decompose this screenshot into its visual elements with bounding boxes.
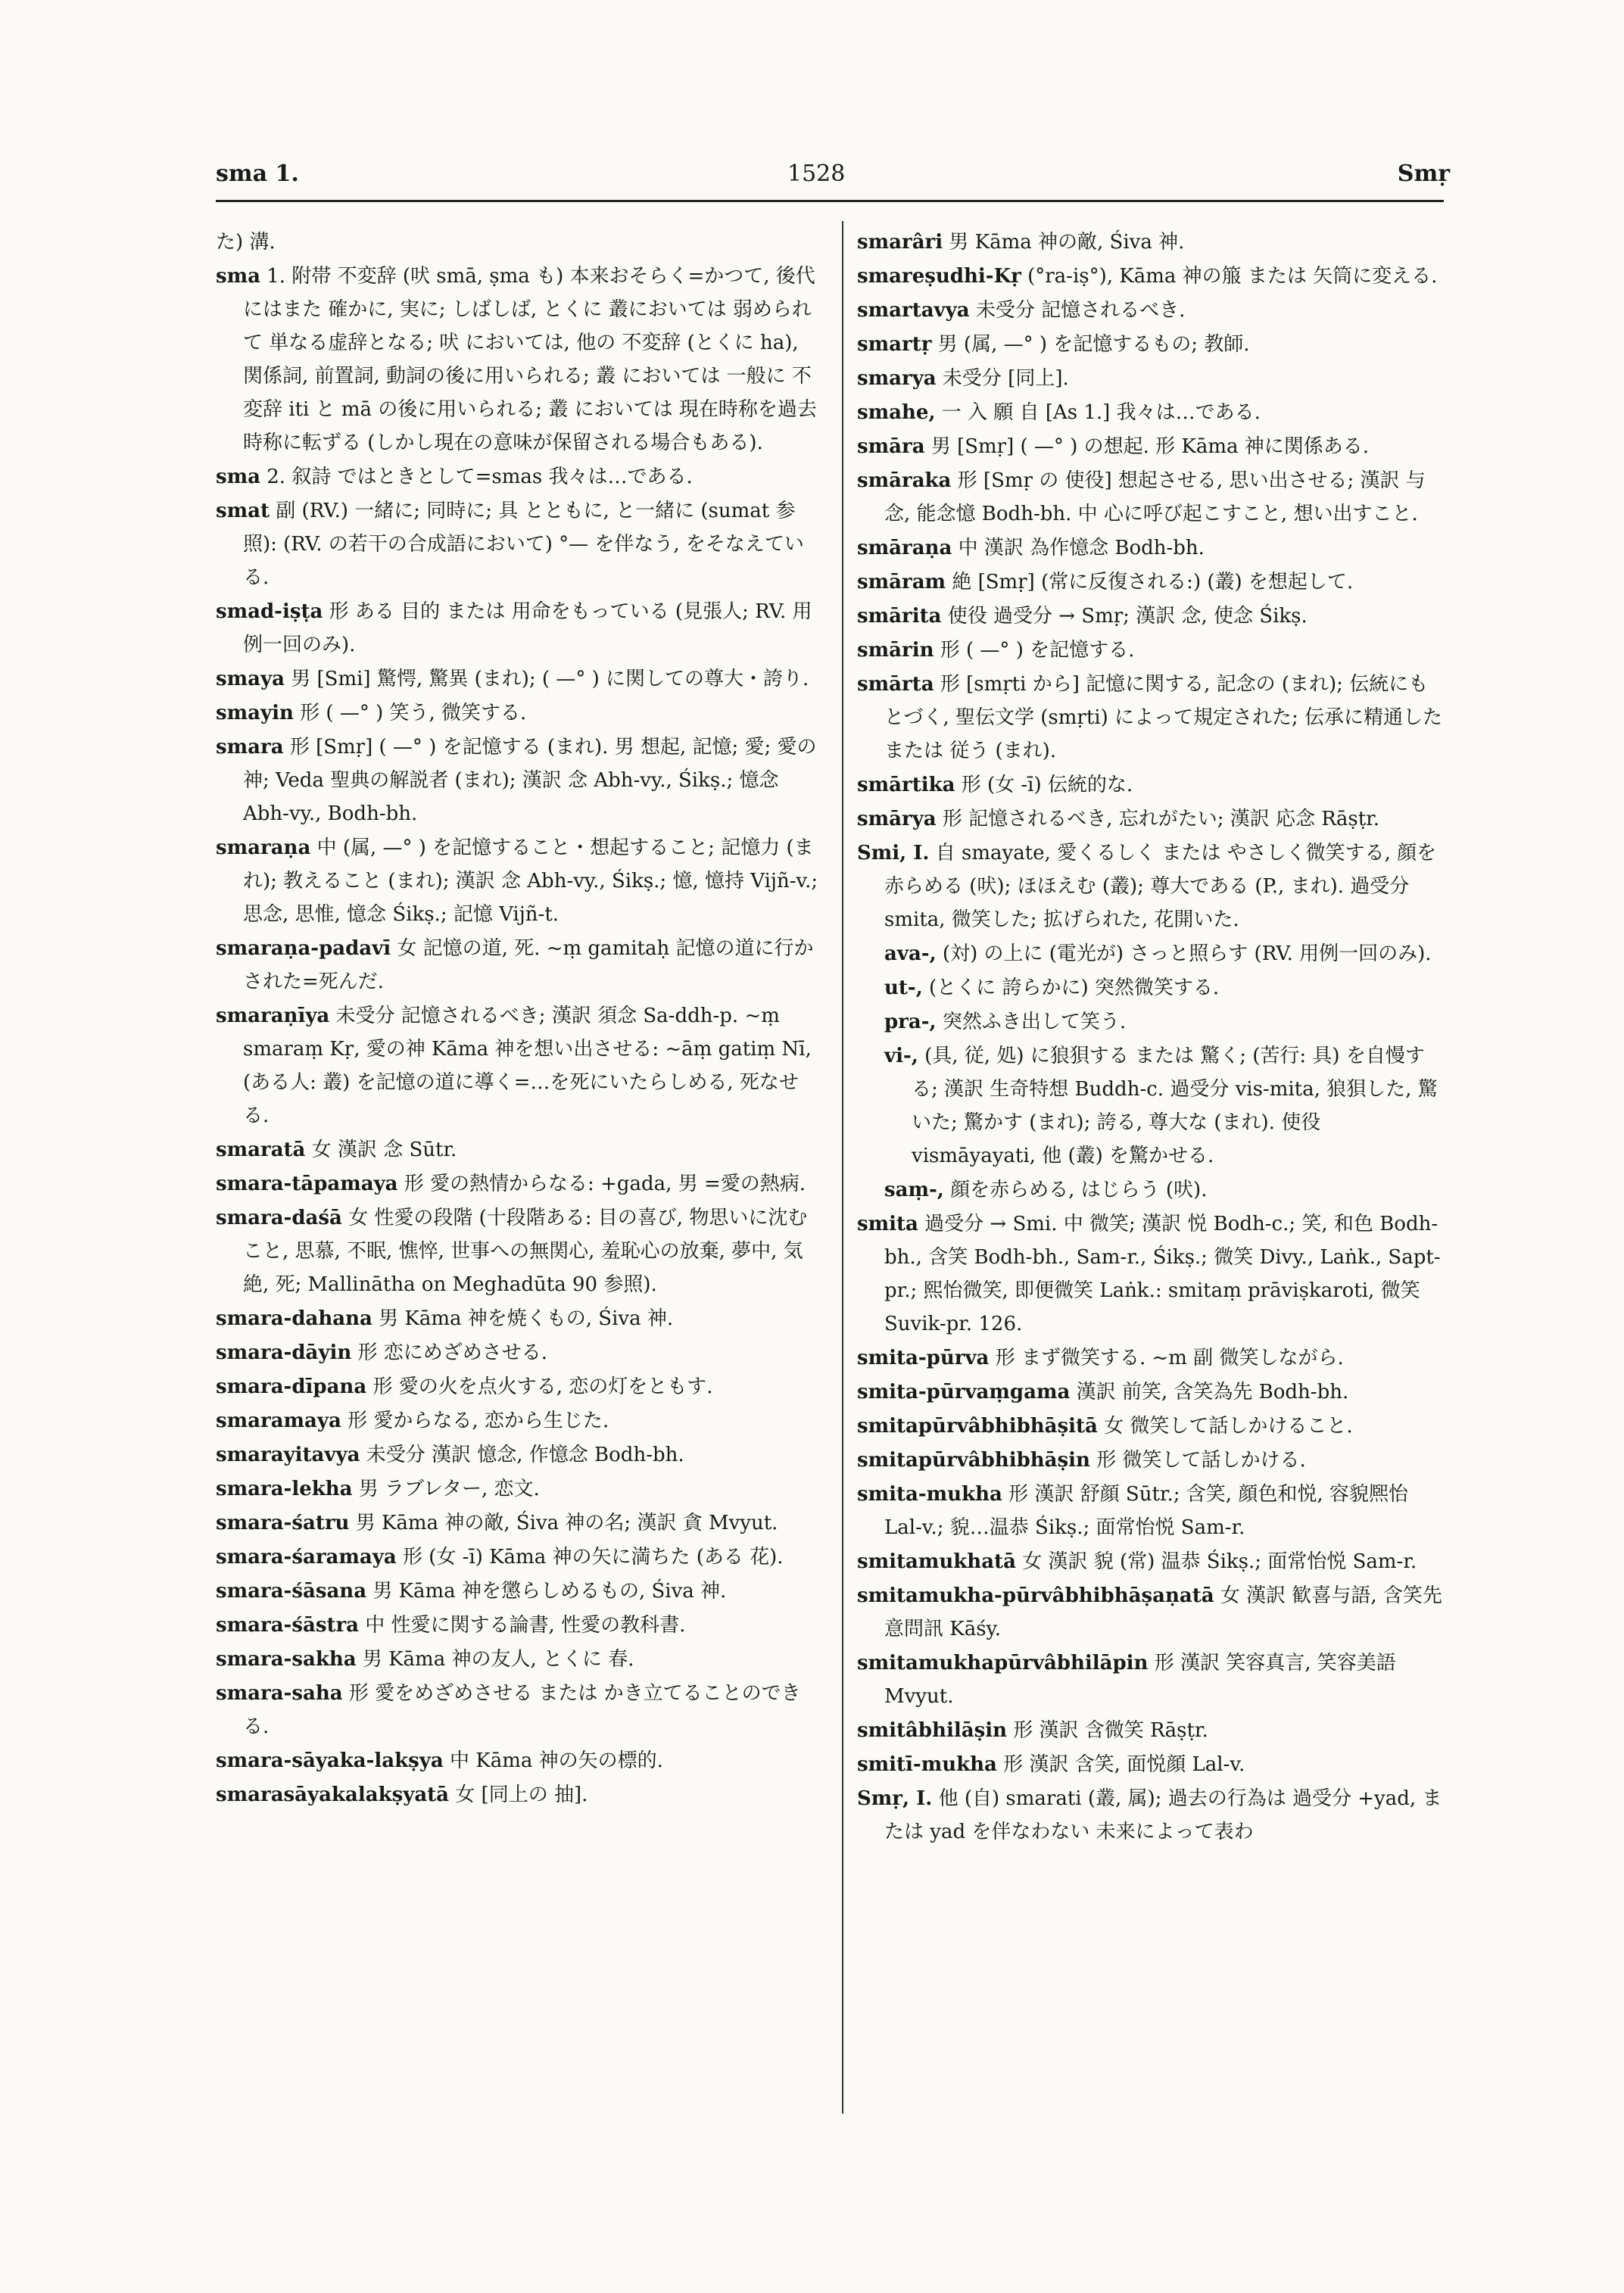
entry-headword: smāram (857, 571, 946, 594)
column-divider (842, 221, 843, 2114)
entry-headword: smaraṇa-padavī (216, 937, 391, 960)
dictionary-entry (216, 1677, 821, 1743)
entry-headword: smartavya (857, 299, 970, 322)
entry-headword: smārya (857, 808, 937, 830)
entry-headword: smārta (857, 673, 934, 696)
entry-definition: 女 漢訳 念 Sūtr. (311, 1139, 457, 1161)
entry-headword: ut-, (884, 977, 923, 999)
entry-headword: smarayitavya (216, 1444, 360, 1466)
entry-headword: vi-, (884, 1045, 918, 1067)
dictionary-entry (857, 668, 1448, 768)
running-head-right: Smṛ (1397, 160, 1450, 187)
dictionary-entry (857, 531, 1448, 565)
dictionary-entry (216, 1744, 821, 1777)
entry-headword: smat (216, 500, 270, 522)
entry-headword: saṃ-, (884, 1179, 944, 1201)
entry-definition: 形 ある 目的 または 用命をもっている (見張人; RV. 用例一回のみ). (243, 600, 812, 656)
entry-headword: smara-śaramaya (216, 1546, 397, 1569)
dictionary-entry (216, 1404, 821, 1438)
entry-headword: smita-mukha (857, 1483, 1002, 1506)
dictionary-entry (857, 1782, 1448, 1849)
entry-definition: 男 Kāma 神の敵, Śiva 神の名; 漢訳 貪 Mvyut. (355, 1512, 778, 1534)
entry-headword: smitamukhapūrvâbhilāpin (857, 1652, 1149, 1675)
entry-definition: 中 漢訳 為作憶念 Bodh-bh. (958, 537, 1205, 559)
entry-definition: 未受分 [同上]. (942, 367, 1069, 390)
dictionary-entry (857, 565, 1448, 599)
running-head-left: sma 1. (216, 160, 299, 187)
entry-headword: smārin (857, 639, 934, 662)
entry-definition: (°ra-iṣ°), Kāma 神の箙 または 矢筒に変える. (1027, 265, 1438, 288)
dictionary-entry (216, 696, 821, 730)
entry-headword: smitamukha-pūrvâbhibhāṣaṇatā (857, 1584, 1214, 1607)
dictionary-entry (857, 1173, 1448, 1207)
dictionary-entry (857, 1341, 1448, 1375)
dictionary-entry (857, 937, 1448, 970)
entry-headword: smartṛ (857, 333, 932, 356)
entry-definition: 形 愛をめざめさせる または かき立てることのできる. (243, 1682, 801, 1738)
entry-definition: 形 愛の火を点火する, 恋の灯をともす. (372, 1375, 713, 1398)
dictionary-entry (857, 1039, 1448, 1173)
entry-definition: 過受分 → Smi. 中 微笑; 漢訳 悦 Bodh-c.; 笑, 和色 Bodh-bh., 含笑 Bodh-bh., Sam-r., Śikṣ.; 微笑 Divy., Laṅk., Sapt-pr.; 熙怡微笑, 即便微笑 Laṅk.: smitaṃ prāviṣkaroti, 微笑 Suvik-pr. 126. (884, 1213, 1441, 1335)
dictionary-entry (216, 662, 821, 696)
dictionary-entry (857, 600, 1448, 633)
entry-definition: 他 (自) smarati (叢, 属); 過去の行為は 過受分 +yad, または yad を伴なわない 未来によって表わ (884, 1787, 1442, 1843)
entry-headword: smara-sāyaka-lakṣya (216, 1749, 444, 1772)
entry-headword: smaraṇīya (216, 1005, 330, 1027)
dictionary-entry (857, 802, 1448, 836)
header-rule (216, 200, 1444, 202)
dictionary-entry (857, 1375, 1448, 1409)
dictionary-entry (857, 362, 1448, 395)
entry-definition: 副 (RV.) 一緒に; 同時に; 具 とともに, と一緒に (sumat 参照): (RV. の若干の合成語において) °— を伴なう, をそなえている. (243, 500, 804, 589)
entry-definition: 形 漢訳 含笑, 面悦顔 Lal-v. (1003, 1753, 1245, 1776)
entry-definition: 女 [同上の 抽]. (455, 1784, 588, 1806)
page-header (0, 160, 1624, 198)
entry-definition: 1. 附帯 不変辞 (吠 smā, ṣma も) 本来おそらく=かつて, 後代にはまた 確かに, 実に; しばしば, とくに 叢においては 弱められて 単なる虚辞となる; 吠 においては, 他の 不変辞 (とくに ha), 関係詞, 前置詞, 動詞の後に用いられる; 叢 においては 一般に 不変辞 iti と mā の後に用いられる; 叢 においては 現在時称を過去時称に転ずる (しかし現在の意味が保留される場合もある). (243, 265, 817, 454)
entry-headword: sma (216, 265, 260, 288)
entry-headword: smarâri (857, 231, 943, 254)
entry-headword: smārtika (857, 774, 955, 796)
dictionary-entry (857, 971, 1448, 1005)
entry-headword: smitapūrvâbhibhāṣin (857, 1449, 1090, 1472)
entry-headword: smara-dahana (216, 1307, 372, 1330)
entry-headword: smitâbhilāṣin (857, 1719, 1007, 1742)
entry-headword: Smi, I. (857, 842, 930, 865)
dictionary-entry (216, 494, 821, 594)
dictionary-entry (857, 1410, 1448, 1443)
entry-definition: 形 [Smṛ の 使役] 想起させる, 思い出させる; 漢訳 与念, 能念憶 Bodh-bh. 中 心に呼び起こすこと, 想い出すこと. (884, 469, 1426, 525)
entry-headword: smara-śāstra (216, 1614, 360, 1637)
dictionary-entry (857, 464, 1448, 531)
entry-definition: た) 溝. (216, 231, 276, 254)
dictionary-entry (857, 1444, 1448, 1477)
entry-definition: 女 漢訳 歓喜与語, 含笑先意問訊 Kāśy. (884, 1584, 1442, 1640)
entry-definition: 形 愛の熱情からなる: +gada, 男 =愛の熱病. (404, 1173, 806, 1195)
dictionary-entry (216, 1438, 821, 1472)
entry-definition: 形 漢訳 舒顔 Sūtr.; 含笑, 顔色和悦, 容貌熈怡 Lal-v.; 貌…温恭 Śikṣ.; 面常怡悦 Sam-r. (884, 1483, 1408, 1539)
entry-definition: 男 Kāma 神を懲らしめるもの, Śiva 神. (372, 1580, 727, 1603)
dictionary-entry (857, 1647, 1448, 1713)
entry-headword: smita-pūrva (857, 1347, 990, 1369)
dictionary-entry (857, 1714, 1448, 1747)
entry-definition: 女 記憶の道, 死. ~ṃ gamitaḥ 記憶の道に行かされた=死んだ. (243, 937, 814, 993)
dictionary-entry (216, 1201, 821, 1301)
entry-headword: sma (216, 466, 260, 488)
entry-headword: smara-śatru (216, 1512, 350, 1534)
entry-definition: (とくに 誇らかに) 突然微笑する. (929, 977, 1220, 999)
entry-definition: 形 [smṛti から] 記憶に関する, 記念の (まれ); 伝統にもとづく, 聖伝文学 (smṛti) によって規定された; 伝承に精通した または 従う (まれ). (884, 673, 1443, 762)
entry-definition: 一 入 願 自 [As 1.] 我々は…である. (941, 401, 1261, 424)
entry-definition: 男 [Smṛ] ( —° ) の想起. 形 Kāma 神に関係ある. (930, 435, 1370, 458)
entry-headword: smitamukhatā (857, 1550, 1016, 1573)
entry-headword: smaya (216, 668, 285, 690)
entry-definition: 形 [Smṛ] ( —° ) を記憶する (まれ). 男 想起, 記憶; 愛; 愛の神; Veda 聖典の解説者 (まれ); 漢訳 念 Abh-vy., Śikṣ.; 憶念 Abh-vy., Bodh-bh. (243, 736, 817, 825)
dictionary-entry (216, 226, 821, 259)
dictionary-entry (216, 1370, 821, 1404)
entry-headword: smara-dīpana (216, 1375, 367, 1398)
entry-definition: (対) の上に (電光が) さっと照らす (RV. 用例一回のみ). (942, 942, 1432, 965)
entry-definition: 未受分 記憶されるべき; 漢訳 須念 Sa-ddh-p. ~ṃ smaraṃ Kṛ, 愛の神 Kāma 神を想い出させる: ~āṃ gatiṃ Nī, (ある人: 叢) を記憶の道に導く=…を死にいたらしめる, 死なせる. (243, 1005, 812, 1127)
entry-headword: smāraka (857, 469, 952, 492)
entry-headword: smaraṇa (216, 837, 311, 859)
dictionary-entry (857, 328, 1448, 361)
entry-headword: ava-, (884, 942, 937, 965)
dictionary-entry (216, 1541, 821, 1574)
dictionary-entry (216, 1336, 821, 1369)
dictionary-entry (216, 260, 821, 460)
entry-definition: 未受分 漢訳 憶念, 作憶念 Bodh-bh. (366, 1444, 684, 1466)
dictionary-entry (216, 1133, 821, 1167)
entry-headword: smara-śāsana (216, 1580, 367, 1603)
page-number: 1528 (787, 160, 846, 187)
entry-definition: 形 愛からなる, 恋から生じた. (348, 1410, 609, 1432)
entry-headword: smita-pūrvaṃgama (857, 1381, 1071, 1404)
entry-definition: 使役 過受分 → Smṛ; 漢訳 念, 使念 Śikṣ. (947, 605, 1308, 628)
entry-definition: 形 ( —° ) を記憶する. (940, 639, 1135, 662)
entry-definition: 男 Kāma 神の敵, Śiva 神. (949, 231, 1185, 254)
entry-definition: 形 漢訳 含微笑 Rāṣṭr. (1013, 1719, 1208, 1742)
entry-headword: Smṛ, I. (857, 1787, 933, 1810)
dictionary-entry (857, 837, 1448, 936)
right-column (857, 226, 1448, 1849)
entry-definition: 未受分 記憶されるべき. (975, 299, 1186, 322)
entry-definition: 形 微笑して話しかける. (1096, 1449, 1306, 1472)
entry-definition: 形 恋にめざめさせる. (357, 1341, 548, 1364)
entry-definition: 男 ラブレター, 恋文. (358, 1478, 540, 1500)
entry-headword: smārita (857, 605, 942, 628)
entry-headword: smayin (216, 702, 294, 724)
dictionary-entry (857, 768, 1448, 802)
entry-definition: 中 (属, —° ) を記憶すること・想起すること; 記憶力 (まれ); 教えること (まれ); 漢訳 念 Abh-vy., Śikṣ.; 憶, 憶持 Vijñ-v.; 思念, 思惟, 憶念 Śikṣ.; 記憶 Vijñ-t. (243, 837, 818, 926)
entry-headword: smāra (857, 435, 925, 458)
dictionary-entry (857, 1478, 1448, 1544)
entry-definition: 中 Kāma 神の矢の標的. (450, 1749, 663, 1772)
left-column (216, 226, 821, 1812)
entry-definition: 形 (女 -ī) Kāma 神の矢に満ちた (ある 花). (402, 1546, 784, 1569)
dictionary-entry (216, 831, 821, 931)
dictionary-entry (216, 1472, 821, 1506)
entry-definition: 突然ふき出して笑う. (942, 1011, 1127, 1033)
entry-definition: 男 Kāma 神の友人, とくに 春. (362, 1648, 634, 1671)
dictionary-entry (857, 1207, 1448, 1341)
entry-headword: pra-, (884, 1011, 937, 1033)
dictionary-entry (857, 634, 1448, 667)
entry-headword: smāraṇa (857, 537, 952, 559)
dictionary-entry (216, 932, 821, 999)
entry-headword: smitī-mukha (857, 1753, 997, 1776)
entry-headword: smara-dāyin (216, 1341, 352, 1364)
entry-definition: 自 smayate, 愛くるしく または やさしく微笑する, 顔を赤らめる (吠); ほほえむ (叢); 尊大である (P., まれ). 過受分 smita, 微笑した; 拡げられた, 花開いた. (884, 842, 1437, 931)
entry-headword: smitapūrvâbhibhāṣitā (857, 1415, 1098, 1438)
entry-definition: 形 (女 -ī) 伝統的な. (961, 774, 1133, 796)
dictionary-entry (857, 294, 1448, 327)
entry-definition: 形 ( —° ) 笑う, 微笑する. (300, 702, 527, 724)
dictionary-entry (216, 1575, 821, 1608)
dictionary-entry (857, 226, 1448, 259)
entry-headword: smareṣudhi-Kṛ (857, 265, 1021, 288)
dictionary-entry (216, 999, 821, 1132)
dictionary-entry (216, 1302, 821, 1335)
entry-definition: 女 性愛の段階 (十段階ある: 目の喜び, 物思いに沈むこと, 思慕, 不眠, 憔悴, 世事への無関心, 羞恥心の放棄, 夢中, 気絶, 死; Mallinātha on Meghadūta 90 参照). (243, 1207, 808, 1296)
dictionary-entry (857, 396, 1448, 429)
dictionary-entry (857, 1748, 1448, 1781)
entry-headword: smara-lekha (216, 1478, 353, 1500)
dictionary-entry (216, 1609, 821, 1642)
dictionary-entry (216, 731, 821, 830)
entry-definition: 中 性愛に関する論書, 性愛の教科書. (365, 1614, 686, 1637)
dictionary-entry (216, 1506, 821, 1540)
entry-definition: 形 漢訳 笑容真言, 笑容美語 Mvyut. (884, 1652, 1396, 1708)
dictionary-entry (216, 460, 821, 494)
entry-definition: 顔を赤らめる, はじらう (吠). (950, 1179, 1208, 1201)
entry-definition: 女 漢訳 貌 (常) 温恭 Śikṣ.; 面常怡悦 Sam-r. (1022, 1550, 1417, 1573)
entry-definition: (具, 従, 処) に狼狽する または 驚く; (苦行: 具) を自慢する; 漢訳 生奇特想 Buddh-c. 過受分 vis-mita, 狼狽した, 驚いた; 驚かす (まれ); 誇る, 尊大な (まれ). 使役 vismāyayati, 他 (叢) を驚かせる. (912, 1045, 1438, 1167)
entry-headword: smara-saha (216, 1682, 343, 1705)
entry-definition: 2. 叙詩 ではときとして=smas 我々は…である. (267, 466, 693, 488)
entry-headword: smarya (857, 367, 937, 390)
dictionary-entry (857, 1579, 1448, 1646)
entry-headword: smarasāyakalakṣyatā (216, 1784, 450, 1806)
entry-headword: smita (857, 1213, 918, 1235)
dictionary-entry (857, 260, 1448, 293)
dictionary-entry (216, 1643, 821, 1676)
dictionary-entry (216, 595, 821, 662)
dictionary-entry (857, 1005, 1448, 1039)
entry-definition: 形 まず微笑する. ~m 副 微笑しながら. (995, 1347, 1344, 1369)
dictionary-entry (216, 1167, 821, 1201)
entry-headword: smaratā (216, 1139, 306, 1161)
entry-definition: 漢訳 前笑, 含笑為先 Bodh-bh. (1076, 1381, 1349, 1404)
entry-headword: smara (216, 736, 284, 759)
dictionary-entry (857, 430, 1448, 463)
dictionary-entry (216, 1778, 821, 1812)
entry-headword: smaramaya (216, 1410, 341, 1432)
entry-headword: smara-daśā (216, 1207, 342, 1229)
entry-definition: 男 [Smi] 驚愕, 驚異 (まれ); ( —° ) に関しての尊大・誇り. (291, 668, 809, 690)
dictionary-entry (857, 1545, 1448, 1578)
entry-definition: 女 微笑して話しかけること. (1104, 1415, 1353, 1438)
entry-definition: 男 (属, —° ) を記憶するもの; 教師. (937, 333, 1250, 356)
entry-definition: 絶 [Smṛ] (常に反復される:) (叢) を想起して. (952, 571, 1354, 594)
entry-definition: 形 記憶されるべき, 忘れがたい; 漢訳 応念 Rāṣṭr. (942, 808, 1379, 830)
entry-headword: smad-iṣṭa (216, 600, 323, 623)
entry-definition: 男 Kāma 神を焼くもの, Śiva 神. (379, 1307, 674, 1330)
entry-headword: smara-sakha (216, 1648, 357, 1671)
entry-headword: smahe, (857, 401, 936, 424)
entry-headword: smara-tāpamaya (216, 1173, 398, 1195)
